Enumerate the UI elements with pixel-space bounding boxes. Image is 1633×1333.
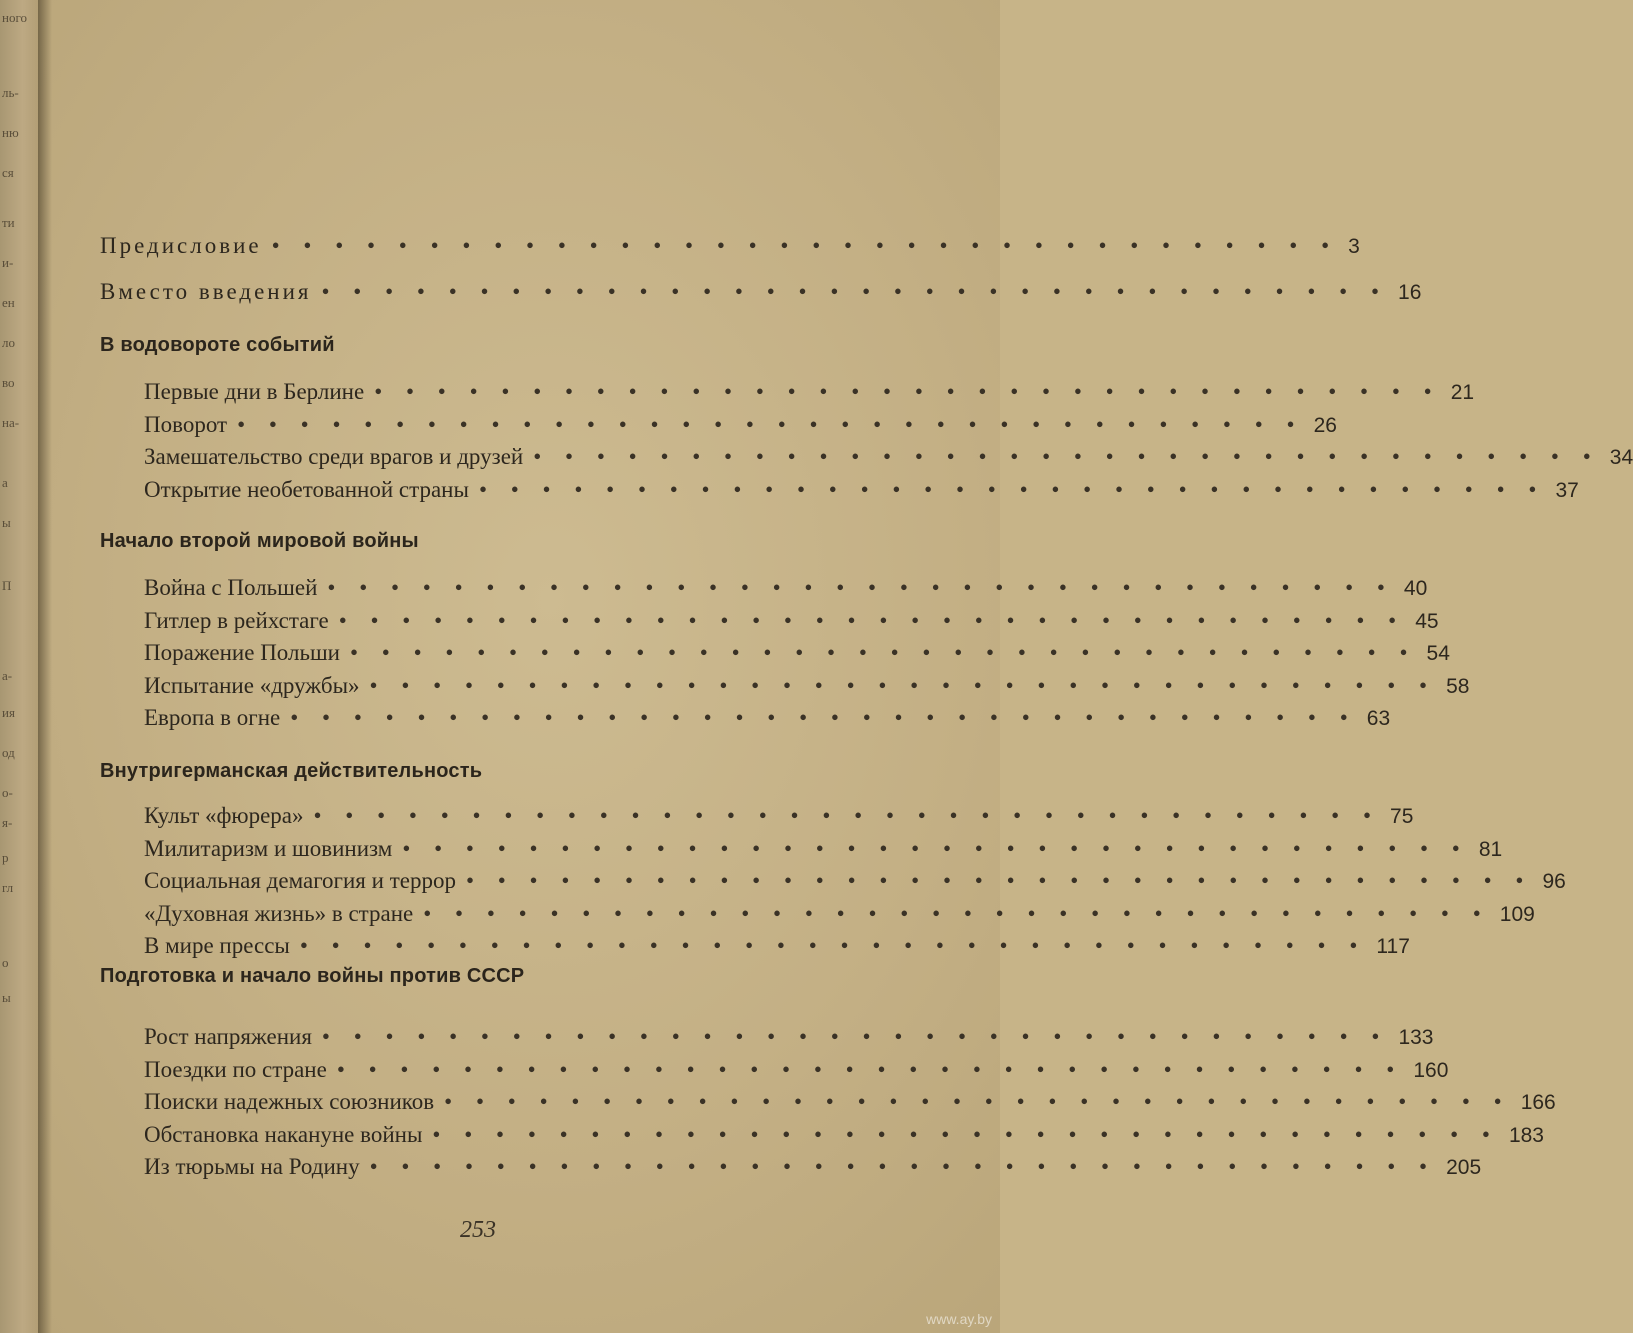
- toc-section-heading: Внутригерманская действительность: [100, 760, 483, 782]
- toc-entry: [144, 702, 1391, 734]
- toc-entry-page: 16: [1398, 281, 1422, 304]
- dot-leader: • • • • • • • • • • • • • • • • • • • • • • • • • • • • • • • • • •: [338, 608, 1406, 633]
- dot-leader: • • • • • • • • • • • • • • • • • • • • • • • • • • • • • • • • • •: [349, 640, 1417, 665]
- page-number: 253: [460, 1217, 496, 1243]
- toc-entry-page: 40: [1403, 577, 1428, 600]
- margin-text-fragment: ло: [2, 335, 15, 350]
- toc-entry: [144, 800, 1414, 832]
- margin-text-fragment: од: [2, 745, 15, 760]
- gutter-shadow: [38, 0, 52, 1333]
- toc-entry-title: Вместо введения: [100, 279, 312, 304]
- toc-entry: [144, 1086, 1556, 1118]
- margin-text-fragment: о-: [2, 785, 13, 800]
- toc-entry: [144, 376, 1475, 408]
- toc-entry-page: 3: [1348, 235, 1360, 258]
- toc-entry-title: Поражение Польши: [144, 640, 340, 665]
- toc-entry: [144, 637, 1450, 669]
- margin-text-fragment: ен: [2, 295, 15, 310]
- toc-entry-title: Рост напряжения: [144, 1024, 312, 1049]
- dot-leader: • • • • • • • • • • • • • • • • • • • • • • • • • • • • • • • • • •: [313, 803, 1381, 828]
- dot-leader: • • • • • • • • • • • • • • • • • • • • • • • • • • • • • • • • • •: [465, 868, 1533, 893]
- toc-entry-page: 34: [1609, 446, 1633, 469]
- margin-text-fragment: а-: [2, 668, 13, 683]
- toc-entry-title: Поездки по стране: [144, 1057, 327, 1082]
- margin-text-fragment: гл: [2, 880, 14, 895]
- toc-entry-page: 109: [1499, 903, 1535, 926]
- dot-leader: • • • • • • • • • • • • • • • • • • • • • • • • • • • • • • • • • •: [290, 705, 1357, 730]
- margin-text-fragment: П: [2, 578, 12, 593]
- margin-text-fragment: ного: [2, 10, 27, 25]
- toc-entry-title: Открытие необетованной страны: [144, 477, 469, 502]
- margin-text-fragment: во: [2, 375, 15, 390]
- toc-entry: [144, 572, 1428, 604]
- toc-entry-page: 205: [1446, 1156, 1482, 1179]
- dot-leader: • • • • • • • • • • • • • • • • • • • • • • • • • • • • • • • • • •: [321, 279, 1389, 304]
- toc-entry: [144, 441, 1633, 473]
- dot-leader: • • • • • • • • • • • • • • • • • • • • • • • • • • • • • • • • • •: [423, 901, 1490, 926]
- toc-entry-title: Обстановка накануне войны: [144, 1122, 423, 1147]
- toc-section-heading: Начало второй мировой войны: [100, 530, 419, 552]
- dot-leader: • • • • • • • • • • • • • • • • • • • • • • • • • • • • • • • • • •: [336, 1057, 1404, 1082]
- margin-text-fragment: а: [2, 475, 8, 490]
- toc-entry-title: Предисловие: [100, 233, 262, 258]
- dot-leader: • • • • • • • • • • • • • • • • • • • • • • • • • • • • • • • • • •: [369, 1154, 1437, 1179]
- margin-text-fragment: ы: [2, 515, 11, 530]
- toc-entry-title: Милитаризм и шовинизм: [144, 836, 393, 861]
- margin-text-fragment: ия: [2, 705, 15, 720]
- toc-entry: [100, 276, 1422, 308]
- previous-page-edge: [0, 0, 38, 1333]
- toc-section-heading: Подготовка и начало войны против СССР: [100, 965, 525, 987]
- margin-text-fragment: о: [2, 955, 9, 970]
- toc-entry-title: Гитлер в рейхстаге: [144, 608, 329, 633]
- toc-entry-page: 58: [1446, 675, 1470, 698]
- margin-text-fragment: ль-: [2, 85, 19, 100]
- margin-text-fragment: ню: [2, 125, 19, 140]
- margin-text-fragment: ся: [2, 165, 14, 180]
- toc-entry: [100, 230, 1360, 262]
- dot-leader: • • • • • • • • • • • • • • • • • • • • • • • • • • • • • • • • • •: [299, 933, 1367, 958]
- margin-text-fragment: на-: [2, 415, 20, 430]
- toc-entry-page: 21: [1450, 381, 1475, 404]
- toc-entry: [144, 833, 1503, 865]
- toc-entry-page: 160: [1413, 1059, 1449, 1082]
- toc-entry-page: 183: [1508, 1124, 1544, 1147]
- toc-entry-title: Из тюрьмы на Родину: [144, 1154, 360, 1179]
- dot-leader: • • • • • • • • • • • • • • • • • • • • • • • • • • • • • • • • • •: [444, 1089, 1511, 1114]
- margin-text-fragment: ти: [2, 215, 15, 230]
- toc-entry-title: Социальная демагогия и террор: [144, 868, 456, 893]
- toc-entry-title: «Духовная жизнь» в стране: [144, 901, 414, 926]
- toc-entry: [144, 1054, 1449, 1086]
- watermark: www.ay.by: [926, 1311, 992, 1327]
- dot-leader: • • • • • • • • • • • • • • • • • • • • • • • • • • • • • • • • • •: [533, 444, 1600, 469]
- toc-entry: [144, 409, 1337, 441]
- toc-entry: [144, 1119, 1544, 1151]
- dot-leader: • • • • • • • • • • • • • • • • • • • • • • • • • • • • • • • • • •: [327, 575, 1394, 600]
- toc-entry: [144, 898, 1535, 930]
- toc-entry-title: Война с Польшей: [144, 575, 318, 600]
- toc-entry-page: 63: [1366, 707, 1391, 730]
- toc-entry: [144, 605, 1439, 637]
- toc-entry: [144, 930, 1410, 962]
- dot-leader: • • • • • • • • • • • • • • • • • • • • • • • • • • • • • • • • • •: [271, 233, 1339, 258]
- dot-leader: • • • • • • • • • • • • • • • • • • • • • • • • • • • • • • • • • •: [369, 673, 1437, 698]
- toc-section-heading: В водовороте событий: [100, 334, 335, 356]
- toc-entry: [144, 865, 1566, 897]
- toc-entry-title: Испытание «дружбы»: [144, 673, 360, 698]
- toc-entry-page: 37: [1555, 479, 1579, 502]
- dot-leader: • • • • • • • • • • • • • • • • • • • • • • • • • • • • • • • • • •: [237, 412, 1304, 437]
- toc-entry-page: 54: [1426, 642, 1450, 665]
- toc-entry-page: 166: [1520, 1091, 1556, 1114]
- margin-text-fragment: и-: [2, 255, 14, 270]
- toc-entry: [144, 1151, 1482, 1183]
- dot-leader: • • • • • • • • • • • • • • • • • • • • • • • • • • • • • • • • • •: [478, 477, 1546, 502]
- toc-entry-page: 45: [1415, 610, 1439, 633]
- toc-entry-title: Культ «фюрера»: [144, 803, 304, 828]
- dot-leader: • • • • • • • • • • • • • • • • • • • • • • • • • • • • • • • • • •: [321, 1024, 1389, 1049]
- toc-entry-title: Европа в огне: [144, 705, 281, 730]
- toc-entry-title: В мире прессы: [144, 933, 290, 958]
- toc-entry-page: 81: [1478, 838, 1503, 861]
- dot-leader: • • • • • • • • • • • • • • • • • • • • • • • • • • • • • • • • • •: [402, 836, 1469, 861]
- dot-leader: • • • • • • • • • • • • • • • • • • • • • • • • • • • • • • • • • •: [374, 379, 1441, 404]
- toc-entry-page: 96: [1542, 870, 1566, 893]
- toc-entry-page: 75: [1390, 805, 1414, 828]
- toc-entry-page: 26: [1313, 414, 1337, 437]
- toc-entry: [144, 670, 1470, 702]
- toc-entry-page: 133: [1398, 1026, 1434, 1049]
- dot-leader: • • • • • • • • • • • • • • • • • • • • • • • • • • • • • • • • • •: [432, 1122, 1499, 1147]
- margin-text-fragment: ы: [2, 990, 11, 1005]
- margin-text-fragment: р: [2, 850, 9, 865]
- toc-entry-page: 117: [1376, 935, 1410, 958]
- toc-entry-title: Поиски надежных союзников: [144, 1089, 435, 1114]
- toc-entry-title: Поворот: [144, 412, 228, 437]
- margin-text-fragment: я-: [2, 815, 13, 830]
- toc-entry: [144, 1021, 1434, 1053]
- toc-entry-title: Первые дни в Берлине: [144, 379, 365, 404]
- toc-entry: [144, 474, 1579, 506]
- toc-entry-title: Замешательство среди врагов и друзей: [144, 444, 524, 469]
